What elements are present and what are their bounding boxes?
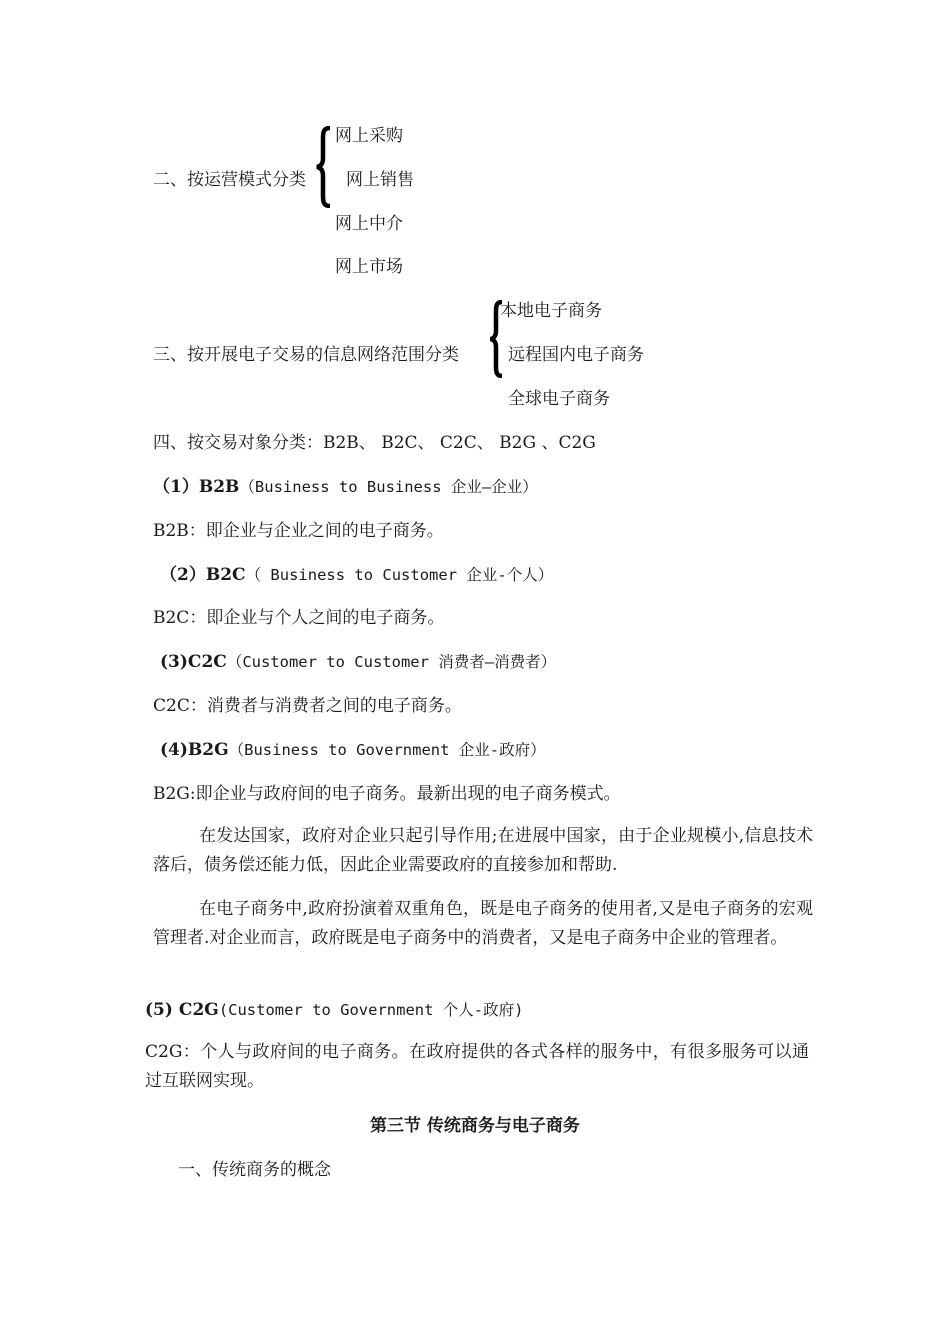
b2g-paragraph-1: 在发达国家，政府对企业只起引导作用;在进展中国家，由于企业规模小,信息技术落后，债务偿还能力低，因此企业需要政府的直接参加和帮助. xyxy=(153,826,813,875)
b2c-num: （2） xyxy=(160,565,206,585)
b2g-code: B2G xyxy=(187,740,229,760)
s2-item-4: 网上市场 xyxy=(335,257,403,277)
b2g-definition: B2G:即企业与政府间的电子商务。最新出现的电子商务模式。 xyxy=(153,784,621,804)
b2c-definition: B2C：即企业与个人之间的电子商务。 xyxy=(153,608,445,628)
section-title: 第三节 传统商务与电子商务 xyxy=(370,1116,580,1136)
b2c-desc: （ Business to Customer 企业-个人） xyxy=(245,566,554,584)
brace-s3 xyxy=(490,300,504,378)
s3-item-2: 远程国内电子商务 xyxy=(508,345,644,365)
brace-s2 xyxy=(316,126,332,208)
b2b-desc: （Business to Business 企业—企业） xyxy=(239,478,538,496)
s2-item-2: 网上销售 xyxy=(346,170,414,190)
s4-label: 四、按交易对象分类：B2B、 B2C、 C2C、 B2G 、C2G xyxy=(153,433,596,453)
c2g-desc: (Customer to Government 个人-政府) xyxy=(218,1001,524,1019)
s3-item-1: 本地电子商务 xyxy=(500,301,602,321)
c2g-code: C2G xyxy=(178,1000,219,1020)
s2-label: 二、按运营模式分类 xyxy=(153,170,306,190)
c2c-definition: C2C：消费者与消费者之间的电子商务。 xyxy=(153,696,462,716)
c2g-num: (5) xyxy=(145,1000,173,1020)
c2g-definition: C2G：个人与政府间的电子商务。在政府提供的各式各样的服务中，有很多服务可以通过互联网实现。 xyxy=(145,1042,809,1091)
c2c-heading xyxy=(160,651,556,673)
b2g-num: (4) xyxy=(160,740,188,760)
b2g-heading xyxy=(160,739,546,761)
c2c-code: C2C xyxy=(187,652,227,672)
section-subheading: 一、传统商务的概念 xyxy=(178,1160,331,1180)
b2g-paragraph-2: 在电子商务中,政府扮演着双重角色，既是电子商务的使用者,又是电子商务的宏观管理者.对企业而言，政府既是电子商务中的消费者，又是电子商务中企业的管理者。 xyxy=(153,899,813,948)
s3-item-3: 全球电子商务 xyxy=(508,389,610,409)
b2b-num: （1） xyxy=(153,477,199,497)
c2g-heading xyxy=(145,999,523,1021)
b2c-heading xyxy=(160,564,553,586)
b2b-definition: B2B：即企业与企业之间的电子商务。 xyxy=(153,521,444,541)
b2g-desc: （Business to Government 企业-政府） xyxy=(228,741,546,759)
c2c-num: (3) xyxy=(160,652,188,672)
c2c-desc: （Customer to Customer 消费者—消费者） xyxy=(226,653,557,671)
s2-item-3: 网上中介 xyxy=(335,214,403,234)
s2-item-1: 网上采购 xyxy=(335,126,403,146)
b2b-code: B2B xyxy=(198,477,240,497)
b2c-code: B2C xyxy=(205,565,246,585)
s3-label: 三、按开展电子交易的信息网络范围分类 xyxy=(153,345,459,365)
b2b-heading xyxy=(153,476,538,498)
